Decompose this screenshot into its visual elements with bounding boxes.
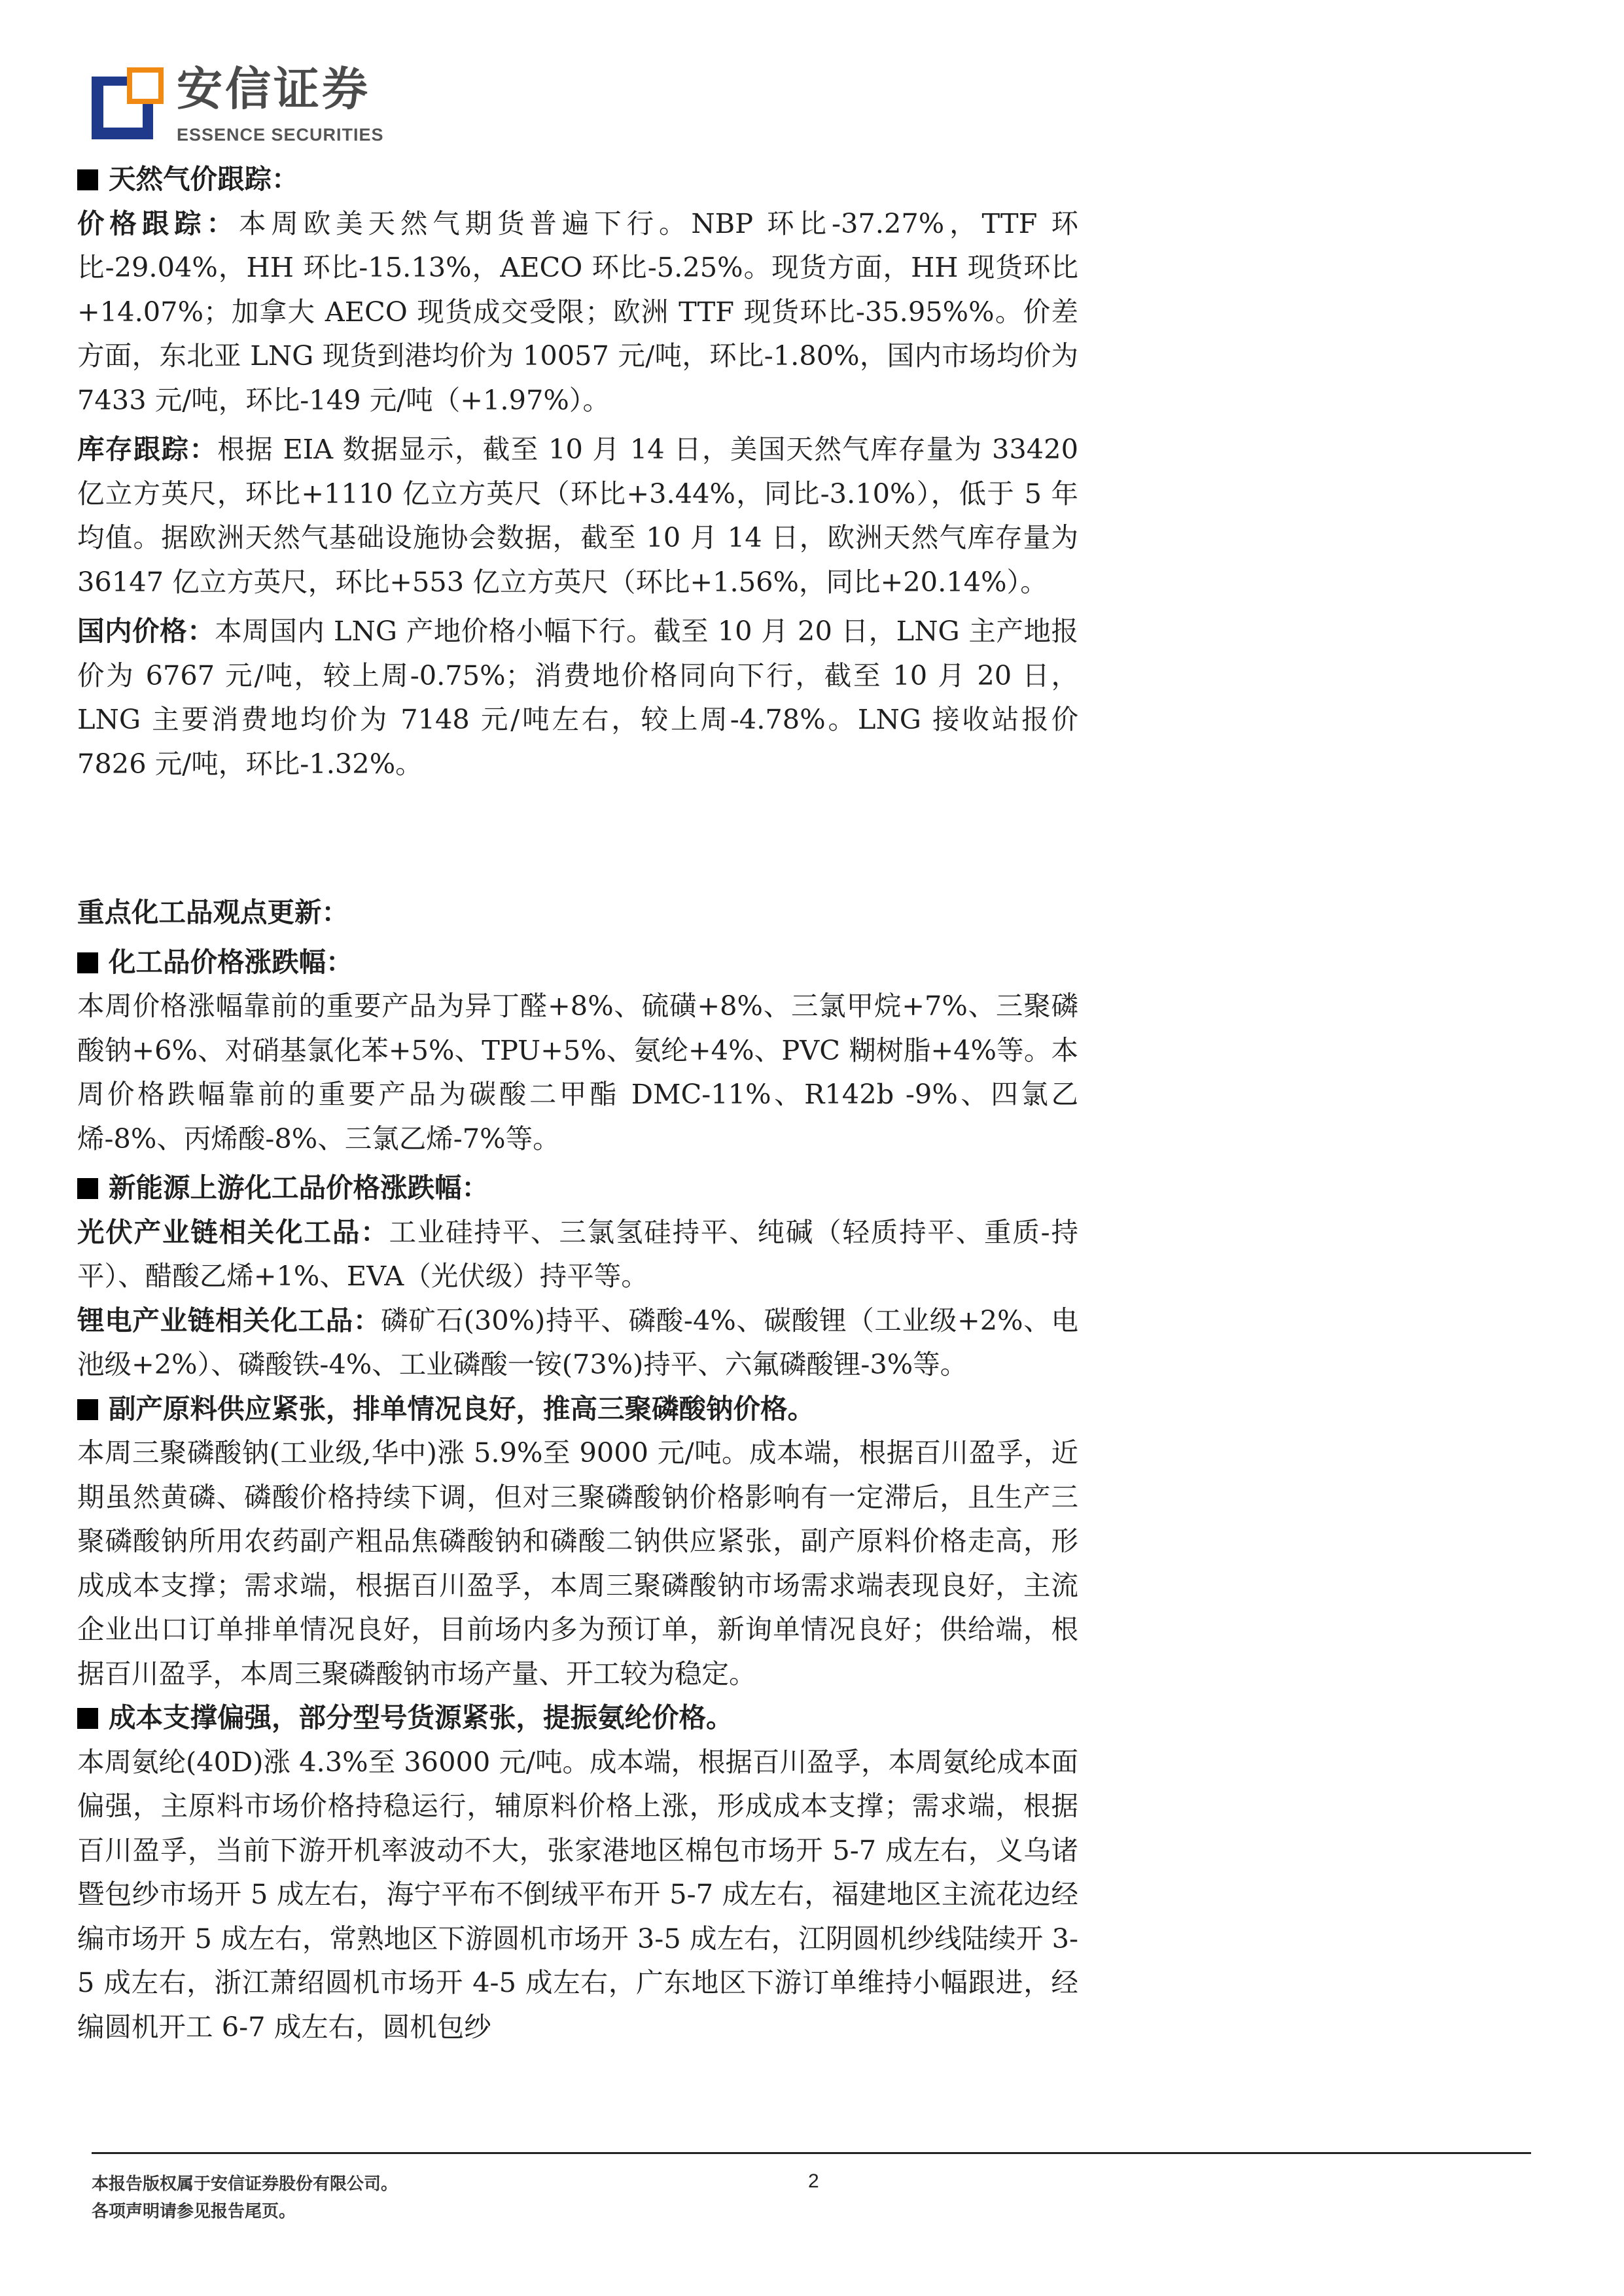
pv-chain-label: 光伏产业链相关化工品： [77, 1215, 389, 1248]
gas-section-heading [77, 157, 1078, 201]
square-bullet-icon [77, 1399, 98, 1420]
report-body [77, 157, 1078, 2049]
pv-chain-paragraph [77, 1210, 1078, 1298]
gas-stock-paragraph [77, 427, 1078, 604]
square-bullet-icon [77, 1178, 98, 1199]
square-bullet-icon [77, 1708, 98, 1729]
domestic-price-text: 本周国内 LNG 产地价格小幅下行。截至 10 月 20 日，LNG 主产地报价为 6767 元/吨，较上周-0.75%；消费地价格同向下行，截至 10 月 20 日，LNG 主要消费地均价为 7148 元/吨左右，较上周-4.78%。LNG 接收站报价 7826 元/吨，环比-1.32%。 [77, 615, 1078, 780]
stock-tracking-label: 库存跟踪： [77, 433, 218, 465]
domestic-price-label: 国内价格： [77, 615, 215, 647]
new-energy-heading-text: 新能源上游化工品价格涨跌幅： [109, 1172, 489, 1204]
price-change-text: 本周价格涨幅靠前的重要产品为异丁醛+8%、硫磺+8%、三氯甲烷+7%、三聚磷酸钠+6%、对硝基氯化苯+5%、TPU+5%、氨纶+4%、PVC 糊树脂+4%等。本周价格跌幅靠前的重要产品为碳酸二甲酯 DMC-11%、R142b -9%、四氯乙烯-8%、丙烯酸-8%、三氯乙烯-7%等。 [77, 990, 1078, 1155]
logo-mark-icon [92, 67, 164, 139]
page-number: 2 [808, 2170, 819, 2192]
spandex-heading [77, 1696, 1078, 1740]
spandex-heading-text: 成本支撑偏强，部分型号货源紧张，提振氨纶价格。 [109, 1701, 733, 1733]
footer-disclaimer [92, 2170, 398, 2225]
lithium-chain-label: 锂电产业链相关化工品： [77, 1304, 381, 1336]
lithium-chain-paragraph [77, 1298, 1078, 1387]
price-tracking-label: 价格跟踪： [77, 207, 239, 239]
pv-chain-text: 工业硅持平、三氯氢硅持平、纯碱（轻质持平、重质-持平）、醋酸乙烯+1%、EVA（光伏级）持平等。 [77, 1215, 1078, 1292]
price-tracking-text: 本周欧美天然气期货普遍下行。NBP 环比-37.27%，TTF 环比-29.04%，HH 环比-15.13%，AECO 环比-5.25%。现货方面，HH 现货环比+14.07%；加拿大 AECO 现货成交受限；欧洲 TTF 现货环比-35.95%%。价差方面，东北亚 LNG 现货到港均价为 10057 元/吨，环比-1.80%，国内市场均价为 7433 元/吨，环比-149 元/吨（+1.97%）。 [77, 207, 1078, 416]
company-logo [92, 62, 406, 160]
spandex-text: 本周氨纶(40D)涨 4.3%至 36000 元/吨。成本端，根据百川盈孚，本周氨纶成本面偏强，主原料市场价格持稳运行，辅原料价格上涨，形成成本支撑；需求端，根据百川盈孚，当前下游开机率波动不大，张家港地区棉包市场开 5-7 成左右，义乌诸暨包纱市场开 5 成左右，海宁平布不倒绒平布开 5-7 成左右，福建地区主流花边经编市场开 5 成左右，常熟地区下游圆机市场开 3-5 成左右，江阴圆机纱线陆续开 3-5 成左右，浙江萧绍圆机市场开 4-5 成左右，广东地区下游订单维持小幅跟进，经编圆机开工 6-7 成左右，圆机包纱 [77, 1745, 1078, 2043]
gas-domestic-paragraph [77, 609, 1078, 786]
gas-heading-text: 天然气价跟踪： [109, 163, 299, 195]
footer-notice: 各项声明请参见报告尾页。 [92, 2202, 296, 2221]
key-products-title: 重点化工品观点更新： [77, 896, 349, 928]
logo-english-name: ESSENCE SECURITIES [177, 125, 384, 145]
new-energy-heading [77, 1166, 1078, 1210]
gas-price-paragraph [77, 201, 1078, 423]
stpp-text: 本周三聚磷酸钠(工业级,华中)涨 5.9%至 9000 元/吨。成本端，根据百川盈孚，近期虽然黄磷、磷酸价格持续下调，但对三聚磷酸钠价格影响有一定滞后，且生产三聚磷酸钠所用农药副产粗品焦磷酸钠和磷酸二钠供应紧张，副产原料价格走高，形成成本支撑；需求端，根据百川盈孚，本周三聚磷酸钠市场需求端表现良好，主流企业出口订单排单情况良好，目前场内多为预订单，新询单情况良好；供给端，根据百川盈孚，本周三聚磷酸钠市场产量、开工较为稳定。 [77, 1436, 1078, 1690]
stpp-heading-text: 副产原料供应紧张，排单情况良好，推高三聚磷酸钠价格。 [109, 1392, 815, 1425]
footer-copyright: 本报告版权属于安信证券股份有限公司。 [92, 2174, 398, 2194]
square-bullet-icon [77, 952, 98, 973]
square-bullet-icon [77, 169, 98, 190]
price-change-heading-text: 化工品价格涨跌幅： [109, 945, 353, 978]
lithium-chain-text: 磷矿石(30%)持平、磷酸-4%、碳酸锂（工业级+2%、电池级+2%）、磷酸铁-4%、工业磷酸一铵(73%)持平、六氟磷酸锂-3%等。 [77, 1304, 1078, 1380]
price-change-heading [77, 940, 1078, 984]
stpp-heading [77, 1387, 1078, 1431]
footer-divider [92, 2152, 1531, 2154]
stock-tracking-text: 根据 EIA 数据显示，截至 10 月 14 日，美国天然气库存量为 33420 亿立方英尺，环比+1110 亿立方英尺（环比+3.44%，同比-3.10%），低于 5 年均值。据欧洲天然气基础设施协会数据，截至 10 月 14 日，欧洲天然气库存量为 36147 亿立方英尺，环比+553 亿立方英尺（环比+1.56%，同比+20.14%）。 [77, 433, 1078, 598]
logo-chinese-name: 安信证券 [177, 62, 370, 116]
